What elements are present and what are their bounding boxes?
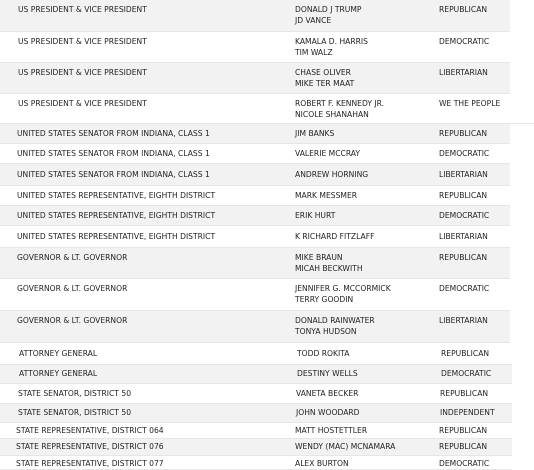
office-cell: STATE SENATOR, DISTRICT 50 — [18, 408, 132, 417]
table-row — [0, 0, 510, 32]
office-cell: STATE REPRESENTATIVE, DISTRICT 076 — [16, 442, 164, 451]
candidate-name: JIM BANKS — [295, 129, 335, 138]
table-row — [0, 164, 510, 186]
candidate-cell — [295, 67, 354, 89]
candidate-name: JOHN WOODARD — [296, 408, 360, 417]
party-cell: REPUBLICAN — [439, 5, 488, 14]
candidate-cell — [295, 148, 360, 159]
office-cell: STATE SENATOR, DISTRICT 50 — [18, 389, 132, 398]
party-cell: DEMOCRATIC — [439, 211, 490, 220]
office-cell: UNITED STATES SENATOR FROM INDIANA, CLASS 1 — [17, 170, 210, 179]
table-row — [0, 384, 512, 404]
candidate-cell — [297, 368, 358, 379]
office-cell: UNITED STATES SENATOR FROM INDIANA, CLASS 1 — [17, 129, 210, 138]
party-cell: WE THE PEOPLE — [439, 99, 501, 108]
candidate-name: VANETA BECKER — [296, 389, 359, 398]
candidate-name: ALEX BURTON — [295, 459, 349, 468]
candidate-name: CHASE OLIVER — [295, 68, 351, 77]
party-cell: REPUBLICAN — [439, 442, 488, 451]
table-row — [0, 63, 510, 94]
candidate-cell — [295, 98, 384, 120]
table-row — [0, 206, 510, 226]
party-cell: REPUBLICAN — [439, 253, 488, 262]
table-row — [0, 144, 510, 164]
office-cell: UNITED STATES REPRESENTATIVE, EIGHTH DISTRICT — [17, 191, 216, 200]
office-cell: STATE REPRESENTATIVE, DISTRICT 077 — [16, 459, 164, 468]
candidate-name: WENDY (MAC) MCNAMARA — [295, 442, 396, 451]
table-row — [0, 439, 512, 456]
office-cell: GOVERNOR & LT. GOVERNOR — [17, 284, 128, 293]
table-row — [0, 226, 510, 248]
running-mate-name: TERRY GOODIN — [295, 295, 354, 304]
candidate-cell — [295, 252, 363, 274]
office-cell: UNITED STATES REPRESENTATIVE, EIGHTH DISTRICT — [17, 211, 216, 220]
office-cell: ATTORNEY GENERAL — [19, 369, 98, 378]
running-mate-name: JD VANCE — [295, 16, 332, 25]
party-cell: LIBERTARIAN — [439, 68, 488, 77]
candidate-name: DESTINY WELLS — [297, 369, 358, 378]
office-cell: US PRESIDENT & VICE PRESIDENT — [18, 37, 147, 46]
running-mate-name: MIKE TER MAAT — [295, 79, 355, 88]
table-row — [0, 248, 510, 279]
candidate-cell — [295, 315, 375, 337]
office-cell: GOVERNOR & LT. GOVERNOR — [17, 253, 128, 262]
candidate-cell — [295, 210, 335, 221]
candidate-cell — [295, 128, 334, 139]
party-cell: LIBERTARIAN — [439, 316, 488, 325]
running-mate-name: TONYA HUDSON — [295, 327, 357, 336]
table-row — [0, 94, 534, 124]
candidate-cell — [296, 388, 358, 399]
party-cell: REPUBLICAN — [439, 129, 488, 138]
candidate-name: JENNIFER G. MCCORMICK — [295, 284, 391, 293]
table-row — [0, 311, 510, 343]
candidate-name: ROBERT F. KENNEDY JR. — [295, 99, 385, 108]
office-cell: US PRESIDENT & VICE PRESIDENT — [18, 5, 147, 14]
table-row — [0, 404, 512, 423]
office-cell: STATE REPRESENTATIVE, DISTRICT 064 — [16, 426, 164, 435]
candidate-cell — [295, 283, 391, 305]
candidate-cell — [297, 348, 349, 359]
party-cell: DEMOCRATIC — [441, 369, 492, 378]
candidate-name: MIKE BRAUN — [295, 253, 343, 262]
candidate-cell — [295, 190, 357, 201]
candidate-cell — [295, 4, 361, 26]
candidate-name: KAMALA D. HARRIS — [295, 37, 368, 46]
candidate-cell — [295, 36, 368, 58]
party-cell: DEMOCRATIC — [439, 459, 490, 468]
table-row — [0, 186, 510, 206]
party-cell: REPUBLICAN — [439, 191, 488, 200]
candidate-cell — [295, 231, 374, 242]
candidate-name: MARK MESSMER — [295, 191, 358, 200]
party-cell: LIBERTARIAN — [439, 232, 488, 241]
office-cell: UNITED STATES REPRESENTATIVE, EIGHTH DISTRICT — [17, 232, 216, 241]
candidate-name: ERIK HURT — [295, 211, 336, 220]
running-mate-name: TIM WALZ — [295, 48, 333, 57]
candidate-name: TODD ROKITA — [297, 349, 350, 358]
table-row — [0, 423, 512, 439]
party-cell: REPUBLICAN — [439, 426, 488, 435]
candidate-name: K RICHARD FITZLAFF — [295, 232, 375, 241]
table-row — [0, 456, 512, 470]
candidate-cell — [295, 425, 367, 436]
candidate-name: ANDREW HORNING — [295, 170, 369, 179]
office-cell: ATTORNEY GENERAL — [19, 349, 98, 358]
candidate-cell — [295, 169, 368, 180]
office-cell: UNITED STATES SENATOR FROM INDIANA, CLASS 1 — [17, 149, 210, 158]
office-cell: GOVERNOR & LT. GOVERNOR — [17, 316, 128, 325]
party-cell: INDEPENDENT — [440, 408, 495, 417]
party-cell: REPUBLICAN — [441, 349, 490, 358]
candidate-cell — [295, 441, 395, 452]
table-row — [0, 124, 510, 144]
running-mate-name: NICOLE SHANAHAN — [295, 110, 369, 119]
table-row — [0, 32, 510, 63]
party-cell: REPUBLICAN — [440, 389, 489, 398]
party-cell: LIBERTARIAN — [439, 170, 488, 179]
candidate-name: DONALD J TRUMP — [295, 5, 362, 14]
party-cell: DEMOCRATIC — [439, 149, 490, 158]
party-cell: DEMOCRATIC — [439, 284, 490, 293]
candidate-cell — [296, 407, 360, 418]
office-cell: US PRESIDENT & VICE PRESIDENT — [18, 68, 147, 77]
table-row — [0, 365, 512, 384]
party-cell: DEMOCRATIC — [439, 37, 490, 46]
running-mate-name: MICAH BECKWITH — [295, 264, 363, 273]
office-cell: US PRESIDENT & VICE PRESIDENT — [18, 99, 147, 108]
table-row — [0, 343, 512, 365]
candidate-name: VALERIE MCCRAY — [295, 149, 361, 158]
table-row — [0, 279, 510, 311]
candidate-name: DONALD RAINWATER — [295, 316, 375, 325]
candidate-name: MATT HOSTETTLER — [295, 426, 368, 435]
candidate-cell — [295, 458, 349, 469]
